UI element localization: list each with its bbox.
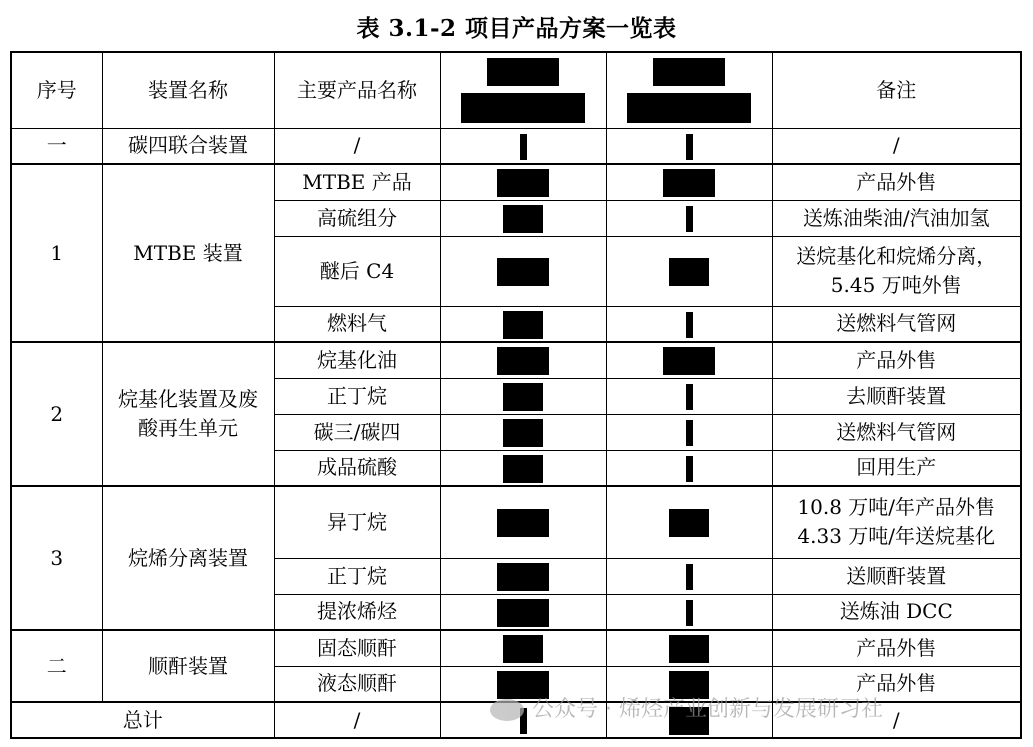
header-redacted-col-a — [440, 52, 606, 128]
table-row — [11, 630, 1021, 666]
product-cell: 高硫组分 — [274, 200, 440, 236]
unit-name-cell: 顺酐装置 — [102, 630, 274, 702]
product-cell: 正丁烷 — [274, 378, 440, 414]
unit-name-cell: 碳四联合装置 — [102, 128, 274, 164]
product-cell: 燃料气 — [274, 306, 440, 342]
redaction-bar — [497, 599, 549, 627]
redaction-bar — [669, 258, 709, 286]
redaction-bar — [497, 563, 549, 591]
redaction-bar — [503, 311, 543, 339]
redaction-bar — [686, 206, 693, 232]
header-note: 备注 — [772, 52, 1021, 128]
note-cell: 送燃料气管网 — [772, 306, 1021, 342]
note-cell: 去顺酐装置 — [772, 378, 1021, 414]
note-cell: 送炼油柴油/汽油加氢 — [772, 200, 1021, 236]
note-cell: 送顺酐装置 — [772, 558, 1021, 594]
seq-cell: 2 — [11, 342, 102, 486]
product-cell: 异丁烷 — [274, 486, 440, 558]
header-main-product: 主要产品名称 — [274, 52, 440, 128]
table-row — [11, 342, 1021, 378]
seq-cell: 二 — [11, 630, 102, 702]
redaction-bar — [663, 347, 715, 375]
note-cell: 产品外售 — [772, 666, 1021, 702]
product-cell: 液态顺酐 — [274, 666, 440, 702]
redaction-bar — [497, 258, 549, 286]
redaction-bar — [497, 169, 549, 197]
watermark — [490, 692, 883, 723]
note-cell: 产品外售 — [772, 630, 1021, 666]
note-cell: 产品外售 — [772, 164, 1021, 200]
note-cell: 送炼油 DCC — [772, 594, 1021, 630]
product-cell: 固态顺酐 — [274, 630, 440, 666]
redaction-bar — [686, 564, 693, 590]
redaction-bar — [686, 312, 693, 338]
redaction-bar — [503, 419, 543, 447]
redaction-bar — [686, 420, 693, 446]
redaction-bar — [497, 347, 549, 375]
redaction-bar — [686, 134, 693, 160]
header-redacted-col-b — [606, 52, 772, 128]
product-cell: 醚后 C4 — [274, 236, 440, 306]
redaction-bar — [627, 93, 751, 123]
product-cell: / — [274, 702, 440, 738]
redaction-bar — [487, 58, 559, 86]
redaction-bar — [686, 600, 693, 626]
redaction-bar — [653, 58, 725, 86]
note-cell: / — [772, 702, 1021, 738]
redaction-bar — [503, 455, 543, 483]
redaction-bar — [686, 384, 693, 410]
table-row — [11, 164, 1021, 200]
redaction-bar — [686, 456, 693, 482]
wechat-logo-icon — [490, 699, 524, 721]
redaction-bar — [503, 205, 543, 233]
unit-name-cell: 烷基化装置及废酸再生单元 — [102, 342, 274, 486]
seq-cell: 一 — [11, 128, 102, 164]
table-row — [11, 128, 1021, 164]
redaction-bar — [503, 635, 543, 663]
header-unit-name: 装置名称 — [102, 52, 274, 128]
note-line: 10.8 万吨/年产品外售 — [797, 495, 996, 520]
redaction-bar — [461, 93, 585, 123]
total-label: 总计 — [11, 702, 274, 738]
product-cell: 碳三/碳四 — [274, 414, 440, 450]
header-row — [11, 52, 1021, 128]
seq-cell: 3 — [11, 486, 102, 630]
redaction-bar — [497, 509, 549, 537]
product-cell: 成品硫酸 — [274, 450, 440, 486]
unit-name-cell: 烷烯分离装置 — [102, 486, 274, 630]
note-cell: 回用生产 — [772, 450, 1021, 486]
table-caption: 表 3.1-2 项目产品方案一览表 — [356, 15, 677, 42]
note-cell: / — [772, 128, 1021, 164]
header-seq: 序号 — [11, 52, 102, 128]
product-plan-table — [10, 51, 1022, 739]
product-cell: 正丁烷 — [274, 558, 440, 594]
redaction-bar — [669, 635, 709, 663]
table-row — [11, 486, 1021, 558]
note-cell — [772, 486, 1021, 558]
unit-name-cell: MTBE 装置 — [102, 164, 274, 342]
product-cell: 烷基化油 — [274, 342, 440, 378]
note-cell: 送燃料气管网 — [772, 414, 1021, 450]
note-cell: 产品外售 — [772, 342, 1021, 378]
redaction-bar — [503, 383, 543, 411]
note-line: 4.33 万吨/年送烷基化 — [797, 524, 996, 549]
redaction-bar — [669, 509, 709, 537]
watermark-text: 公众号 · 烯烃产业创新与发展研习社 — [532, 697, 883, 722]
product-cell: MTBE 产品 — [274, 164, 440, 200]
product-cell: 提浓烯烃 — [274, 594, 440, 630]
note-cell: 送烷基化和烷烯分离，5.45 万吨外售 — [772, 236, 1021, 306]
redaction-bar — [520, 134, 527, 160]
product-cell: / — [274, 128, 440, 164]
seq-cell: 1 — [11, 164, 102, 342]
redaction-bar — [663, 169, 715, 197]
